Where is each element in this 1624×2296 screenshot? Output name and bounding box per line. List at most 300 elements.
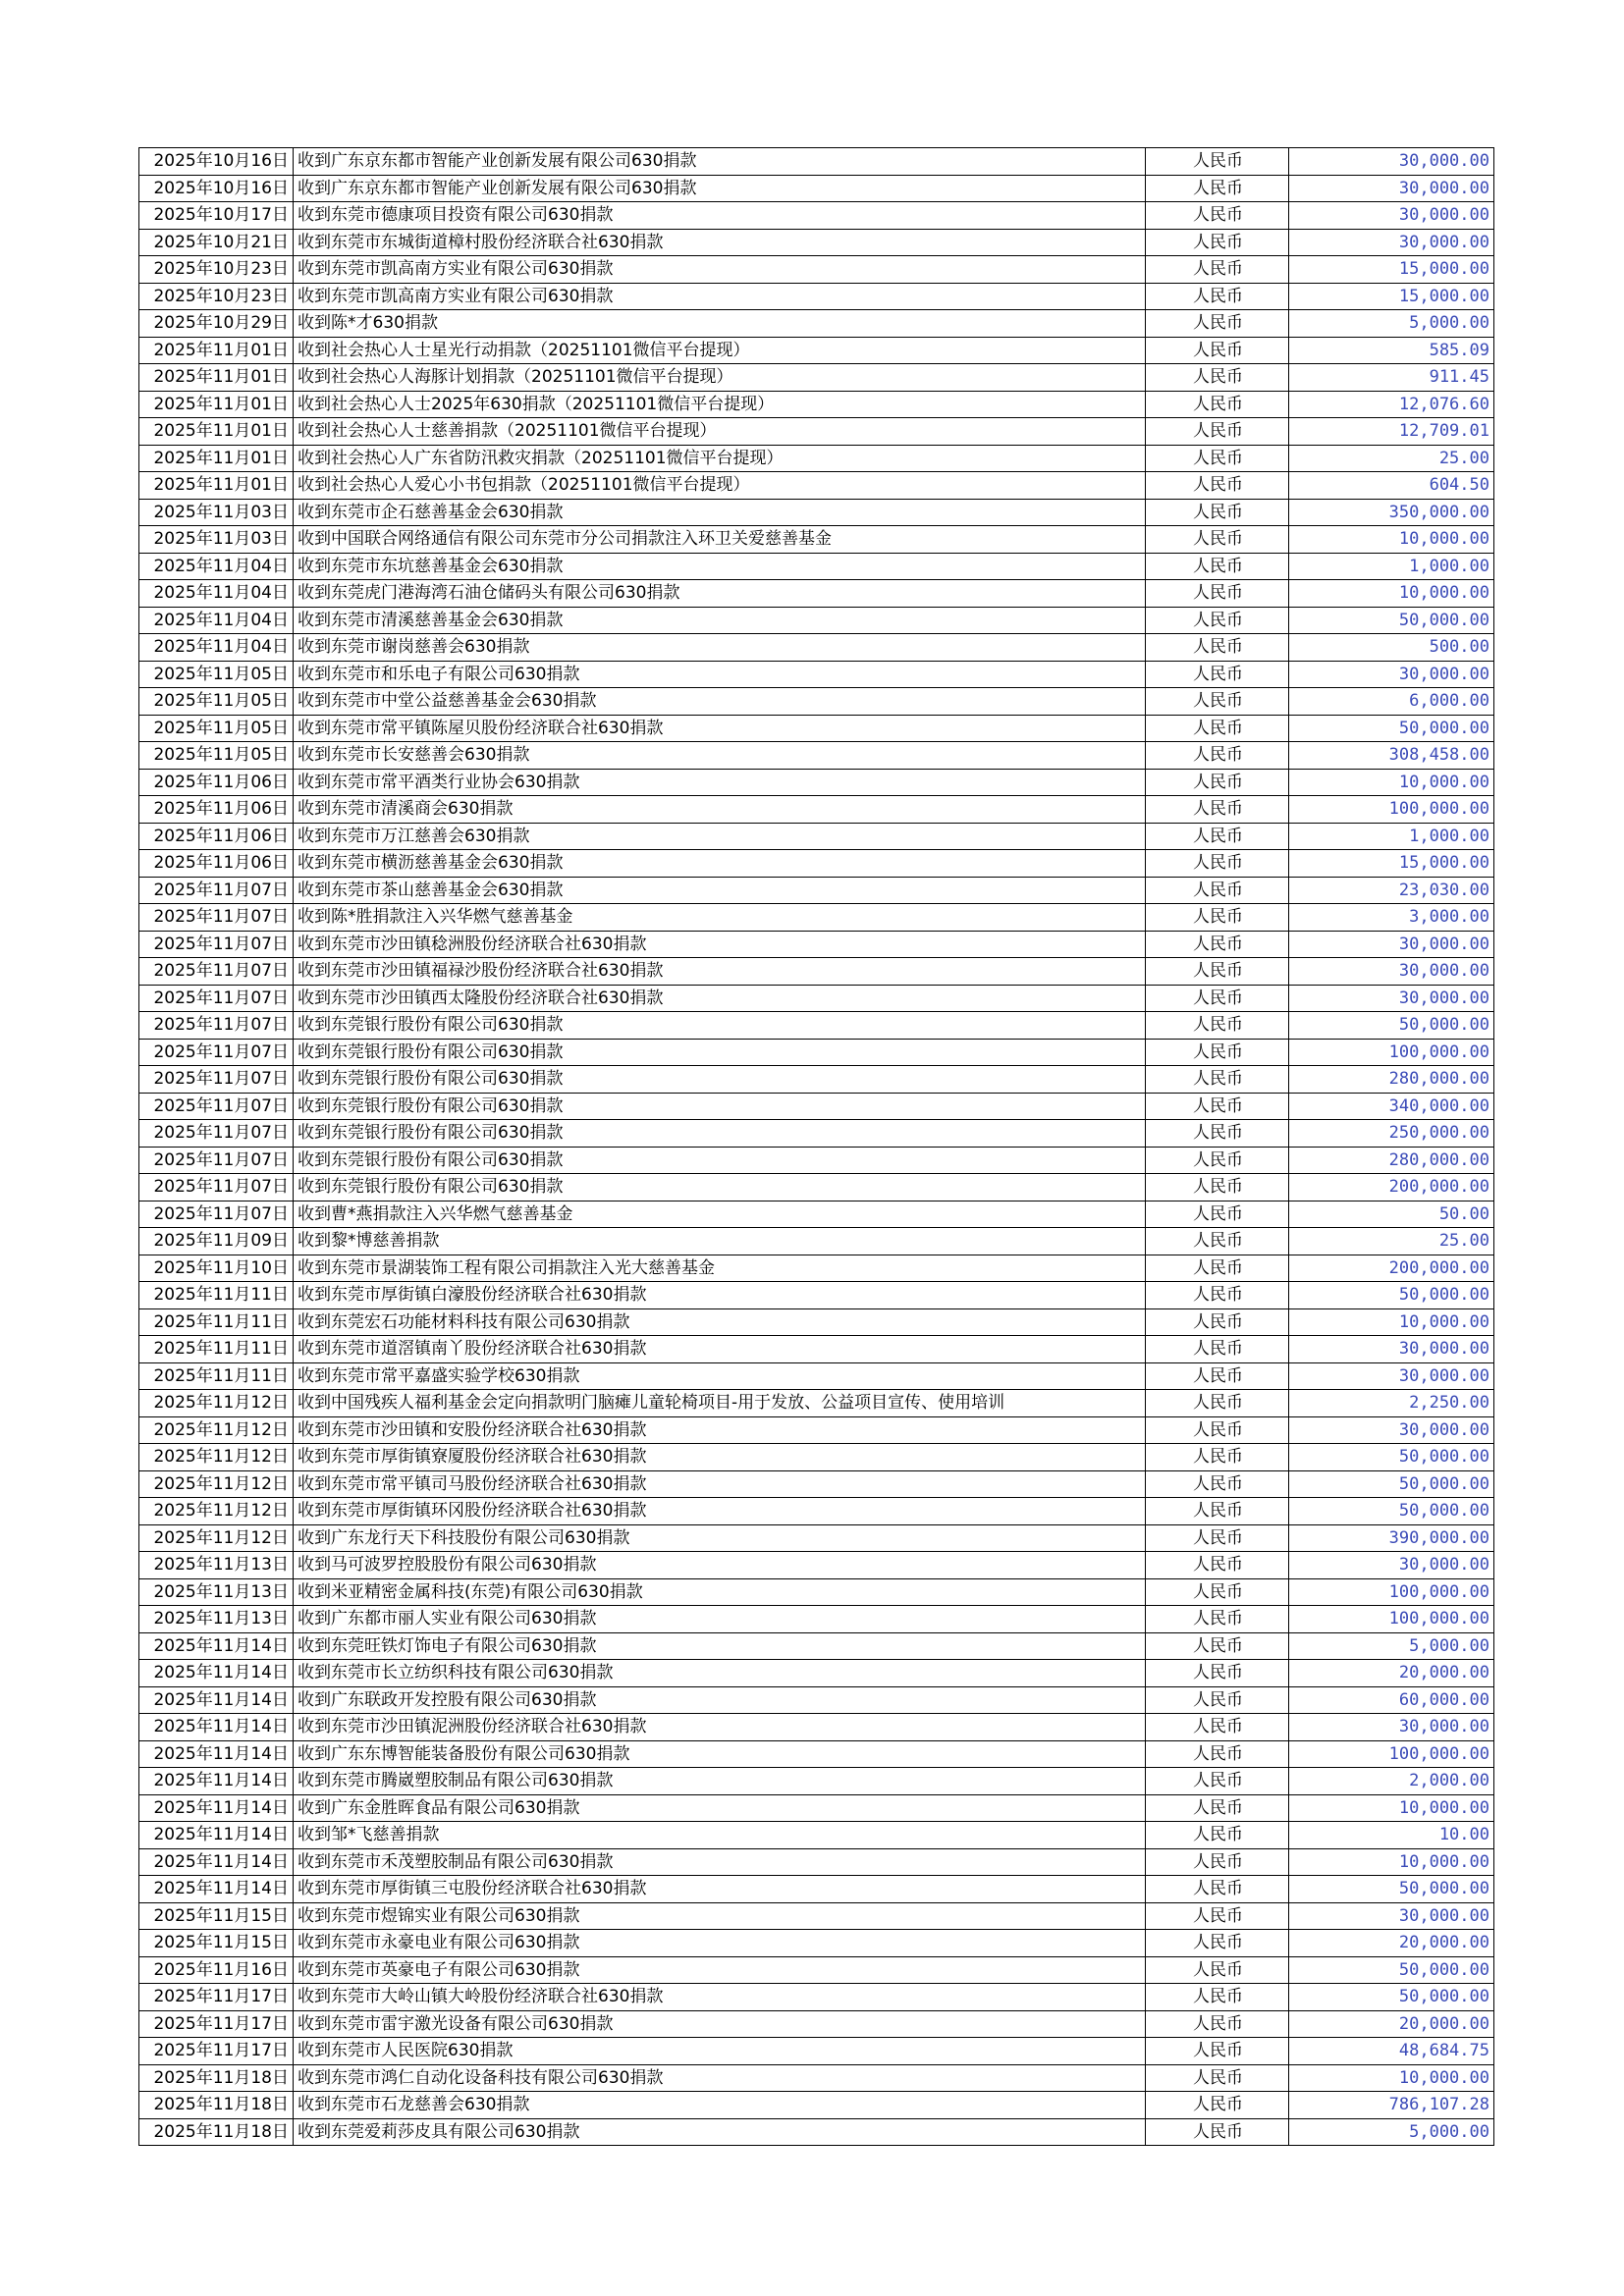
description-cell: 收到东莞市凯高南方实业有限公司630捐款 [294,283,1146,310]
date-cell: 2025年11月03日 [139,499,294,526]
description-cell: 收到东莞银行股份有限公司630捐款 [294,1120,1146,1148]
table-row [139,1470,1494,1498]
currency-cell: 人民币 [1146,445,1289,472]
date-cell: 2025年11月06日 [139,823,294,850]
table-row [139,796,1494,824]
currency-cell: 人民币 [1146,1822,1289,1849]
currency-cell: 人民币 [1146,1039,1289,1066]
amount-cell: 100,000.00 [1289,1039,1494,1066]
date-cell: 2025年11月05日 [139,661,294,688]
currency-cell: 人民币 [1146,1686,1289,1714]
amount-cell: 786,107.28 [1289,2092,1494,2119]
date-cell: 2025年11月15日 [139,1930,294,1957]
amount-cell: 500.00 [1289,634,1494,662]
currency-cell: 人民币 [1146,1876,1289,1903]
currency-cell: 人民币 [1146,796,1289,824]
description-cell: 收到广东龙行天下科技股份有限公司630捐款 [294,1524,1146,1552]
date-cell: 2025年11月07日 [139,1012,294,1040]
description-cell: 收到东莞市腾崴塑胶制品有限公司630捐款 [294,1768,1146,1795]
table-row [139,229,1494,256]
description-cell: 收到东莞市长立纺织科技有限公司630捐款 [294,1660,1146,1687]
description-cell: 收到东莞市沙田镇稔洲股份经济联合社630捐款 [294,931,1146,958]
amount-cell: 10,000.00 [1289,769,1494,796]
table-row [139,1498,1494,1525]
description-cell: 收到广东联政开发控股有限公司630捐款 [294,1686,1146,1714]
currency-cell: 人民币 [1146,634,1289,662]
description-cell: 收到东莞市鸿仁自动化设备科技有限公司630捐款 [294,2064,1146,2092]
table-row [139,472,1494,500]
description-cell: 收到东莞市沙田镇福禄沙股份经济联合社630捐款 [294,958,1146,986]
amount-cell: 10,000.00 [1289,1794,1494,1822]
table-row [139,391,1494,418]
date-cell: 2025年11月12日 [139,1524,294,1552]
date-cell: 2025年11月14日 [139,1794,294,1822]
table-row [139,1039,1494,1066]
date-cell: 2025年11月13日 [139,1578,294,1606]
amount-cell: 604.50 [1289,472,1494,500]
date-cell: 2025年11月11日 [139,1362,294,1390]
description-cell: 收到东莞市和乐电子有限公司630捐款 [294,661,1146,688]
currency-cell: 人民币 [1146,391,1289,418]
description-cell: 收到东莞市景湖装饰工程有限公司捐款注入光大慈善基金 [294,1255,1146,1282]
description-cell: 收到东莞市厚街镇环冈股份经济联合社630捐款 [294,1498,1146,1525]
currency-cell: 人民币 [1146,1660,1289,1687]
date-cell: 2025年11月11日 [139,1282,294,1309]
date-cell: 2025年11月04日 [139,580,294,608]
date-cell: 2025年11月18日 [139,2092,294,2119]
date-cell: 2025年11月12日 [139,1390,294,1417]
description-cell: 收到中国联合网络通信有限公司东莞市分公司捐款注入环卫关爱慈善基金 [294,526,1146,554]
currency-cell: 人民币 [1146,283,1289,310]
date-cell: 2025年11月14日 [139,1740,294,1768]
description-cell: 收到东莞市凯高南方实业有限公司630捐款 [294,256,1146,284]
table-row [139,1686,1494,1714]
currency-cell: 人民币 [1146,715,1289,742]
date-cell: 2025年11月09日 [139,1228,294,1255]
currency-cell: 人民币 [1146,1201,1289,1228]
table-row [139,1174,1494,1201]
date-cell: 2025年10月23日 [139,283,294,310]
table-row [139,526,1494,554]
date-cell: 2025年11月14日 [139,1660,294,1687]
currency-cell: 人民币 [1146,2092,1289,2119]
table-row [139,2064,1494,2092]
description-cell: 收到东莞市东坑慈善基金会630捐款 [294,553,1146,580]
date-cell: 2025年11月06日 [139,769,294,796]
description-cell: 收到广东京东都市智能产业创新发展有限公司630捐款 [294,175,1146,202]
date-cell: 2025年11月14日 [139,1768,294,1795]
table-row [139,1956,1494,1984]
currency-cell: 人民币 [1146,931,1289,958]
amount-cell: 280,000.00 [1289,1066,1494,1094]
date-cell: 2025年11月06日 [139,796,294,824]
date-cell: 2025年11月07日 [139,904,294,932]
currency-cell: 人民币 [1146,1416,1289,1444]
amount-cell: 30,000.00 [1289,958,1494,986]
description-cell: 收到中国残疾人福利基金会定向捐款明门脑瘫儿童轮椅项目-用于发放、公益项目宣传、使用培训 [294,1390,1146,1417]
date-cell: 2025年11月16日 [139,1956,294,1984]
date-cell: 2025年11月07日 [139,985,294,1012]
amount-cell: 20,000.00 [1289,2010,1494,2038]
table-row [139,175,1494,202]
table-row [139,958,1494,986]
date-cell: 2025年11月01日 [139,472,294,500]
description-cell: 收到东莞市万江慈善会630捐款 [294,823,1146,850]
date-cell: 2025年11月15日 [139,1902,294,1930]
description-cell: 收到黎*博慈善捐款 [294,1228,1146,1255]
date-cell: 2025年10月17日 [139,202,294,230]
amount-cell: 15,000.00 [1289,850,1494,878]
description-cell: 收到东莞市常平嘉盛实验学校630捐款 [294,1362,1146,1390]
currency-cell: 人民币 [1146,1956,1289,1984]
amount-cell: 100,000.00 [1289,1740,1494,1768]
donation-ledger-table [138,147,1494,2146]
date-cell: 2025年11月13日 [139,1606,294,1633]
amount-cell: 50,000.00 [1289,1498,1494,1525]
amount-cell: 30,000.00 [1289,1714,1494,1741]
description-cell: 收到东莞市中堂公益慈善基金会630捐款 [294,688,1146,716]
currency-cell: 人民币 [1146,1470,1289,1498]
table-row [139,1552,1494,1579]
amount-cell: 200,000.00 [1289,1174,1494,1201]
table-row [139,1390,1494,1417]
amount-cell: 30,000.00 [1289,1336,1494,1363]
currency-cell: 人民币 [1146,2038,1289,2065]
table-row [139,256,1494,284]
date-cell: 2025年11月12日 [139,1444,294,1471]
amount-cell: 10,000.00 [1289,526,1494,554]
date-cell: 2025年11月07日 [139,958,294,986]
description-cell: 收到东莞市德康项目投资有限公司630捐款 [294,202,1146,230]
date-cell: 2025年11月04日 [139,634,294,662]
currency-cell: 人民币 [1146,1012,1289,1040]
date-cell: 2025年11月07日 [139,1201,294,1228]
amount-cell: 50,000.00 [1289,1956,1494,1984]
description-cell: 收到马可波罗控股股份有限公司630捐款 [294,1552,1146,1579]
amount-cell: 20,000.00 [1289,1660,1494,1687]
currency-cell: 人民币 [1146,1336,1289,1363]
table-row [139,931,1494,958]
currency-cell: 人民币 [1146,1120,1289,1148]
table-row [139,1524,1494,1552]
description-cell: 收到东莞市清溪慈善基金会630捐款 [294,607,1146,634]
currency-cell: 人民币 [1146,769,1289,796]
date-cell: 2025年11月11日 [139,1336,294,1363]
amount-cell: 20,000.00 [1289,1930,1494,1957]
table-row [139,715,1494,742]
amount-cell: 2,250.00 [1289,1390,1494,1417]
date-cell: 2025年11月06日 [139,850,294,878]
amount-cell: 100,000.00 [1289,1606,1494,1633]
currency-cell: 人民币 [1146,175,1289,202]
currency-cell: 人民币 [1146,877,1289,904]
currency-cell: 人民币 [1146,1740,1289,1768]
currency-cell: 人民币 [1146,526,1289,554]
table-row [139,1120,1494,1148]
currency-cell: 人民币 [1146,1552,1289,1579]
amount-cell: 30,000.00 [1289,202,1494,230]
description-cell: 收到邹*飞慈善捐款 [294,1822,1146,1849]
date-cell: 2025年11月05日 [139,715,294,742]
date-cell: 2025年11月11日 [139,1308,294,1336]
currency-cell: 人民币 [1146,499,1289,526]
amount-cell: 5,000.00 [1289,1632,1494,1660]
description-cell: 收到曹*燕捐款注入兴华燃气慈善基金 [294,1201,1146,1228]
table-row [139,1930,1494,1957]
description-cell: 收到社会热心人士星光行动捐款（20251101微信平台提现） [294,337,1146,364]
description-cell: 收到东莞银行股份有限公司630捐款 [294,1066,1146,1094]
table-row [139,1147,1494,1174]
description-cell: 收到社会热心人广东省防汛救灾捐款（20251101微信平台提现） [294,445,1146,472]
table-row [139,2118,1494,2146]
amount-cell: 15,000.00 [1289,283,1494,310]
date-cell: 2025年11月01日 [139,391,294,418]
table-row [139,769,1494,796]
currency-cell: 人民币 [1146,1147,1289,1174]
description-cell: 收到东莞市雷宇激光设备有限公司630捐款 [294,2010,1146,2038]
date-cell: 2025年11月17日 [139,1984,294,2011]
table-row [139,1660,1494,1687]
amount-cell: 100,000.00 [1289,796,1494,824]
table-row [139,607,1494,634]
date-cell: 2025年11月07日 [139,1147,294,1174]
table-row [139,1578,1494,1606]
table-row [139,1066,1494,1094]
amount-cell: 23,030.00 [1289,877,1494,904]
date-cell: 2025年11月18日 [139,2064,294,2092]
date-cell: 2025年11月14日 [139,1848,294,1876]
description-cell: 收到东莞市常平酒类行业协会630捐款 [294,769,1146,796]
amount-cell: 50,000.00 [1289,1470,1494,1498]
table-row [139,2038,1494,2065]
currency-cell: 人民币 [1146,850,1289,878]
currency-cell: 人民币 [1146,2010,1289,2038]
currency-cell: 人民币 [1146,742,1289,770]
description-cell: 收到东莞市沙田镇泥洲股份经济联合社630捐款 [294,1714,1146,1741]
date-cell: 2025年11月12日 [139,1498,294,1525]
amount-cell: 30,000.00 [1289,985,1494,1012]
table-row [139,1255,1494,1282]
date-cell: 2025年11月03日 [139,526,294,554]
currency-cell: 人民币 [1146,256,1289,284]
table-row [139,904,1494,932]
currency-cell: 人民币 [1146,1930,1289,1957]
amount-cell: 10.00 [1289,1822,1494,1849]
currency-cell: 人民币 [1146,1228,1289,1255]
description-cell: 收到东莞市企石慈善基金会630捐款 [294,499,1146,526]
date-cell: 2025年11月01日 [139,445,294,472]
description-cell: 收到东莞市常平镇陈屋贝股份经济联合社630捐款 [294,715,1146,742]
description-cell: 收到东莞市常平镇司马股份经济联合社630捐款 [294,1470,1146,1498]
amount-cell: 12,709.01 [1289,418,1494,446]
amount-cell: 25.00 [1289,1228,1494,1255]
currency-cell: 人民币 [1146,202,1289,230]
table-row [139,2092,1494,2119]
description-cell: 收到东莞旺铁灯饰电子有限公司630捐款 [294,1632,1146,1660]
table-row [139,877,1494,904]
table-row [139,1794,1494,1822]
currency-cell: 人民币 [1146,1390,1289,1417]
currency-cell: 人民币 [1146,1794,1289,1822]
amount-cell: 1,000.00 [1289,823,1494,850]
amount-cell: 10,000.00 [1289,1848,1494,1876]
currency-cell: 人民币 [1146,904,1289,932]
table-row [139,2010,1494,2038]
date-cell: 2025年11月07日 [139,877,294,904]
currency-cell: 人民币 [1146,229,1289,256]
amount-cell: 250,000.00 [1289,1120,1494,1148]
currency-cell: 人民币 [1146,1714,1289,1741]
date-cell: 2025年11月14日 [139,1822,294,1849]
date-cell: 2025年11月05日 [139,742,294,770]
amount-cell: 60,000.00 [1289,1686,1494,1714]
currency-cell: 人民币 [1146,580,1289,608]
amount-cell: 390,000.00 [1289,1524,1494,1552]
amount-cell: 50,000.00 [1289,1876,1494,1903]
date-cell: 2025年11月04日 [139,607,294,634]
table-row [139,580,1494,608]
currency-cell: 人民币 [1146,1362,1289,1390]
currency-cell: 人民币 [1146,472,1289,500]
description-cell: 收到广东京东都市智能产业创新发展有限公司630捐款 [294,148,1146,176]
amount-cell: 10,000.00 [1289,2064,1494,2092]
date-cell: 2025年10月23日 [139,256,294,284]
amount-cell: 30,000.00 [1289,1902,1494,1930]
description-cell: 收到东莞市大岭山镇大岭股份经济联合社630捐款 [294,1984,1146,2011]
table-row [139,364,1494,392]
amount-cell: 30,000.00 [1289,1362,1494,1390]
currency-cell: 人民币 [1146,2118,1289,2146]
description-cell: 收到东莞银行股份有限公司630捐款 [294,1174,1146,1201]
description-cell: 收到陈*才630捐款 [294,310,1146,338]
amount-cell: 30,000.00 [1289,1416,1494,1444]
amount-cell: 6,000.00 [1289,688,1494,716]
table-row [139,1632,1494,1660]
description-cell: 收到东莞虎门港海湾石油仓储码头有限公司630捐款 [294,580,1146,608]
date-cell: 2025年10月21日 [139,229,294,256]
amount-cell: 308,458.00 [1289,742,1494,770]
currency-cell: 人民币 [1146,688,1289,716]
amount-cell: 10,000.00 [1289,580,1494,608]
currency-cell: 人民币 [1146,418,1289,446]
description-cell: 收到东莞市道滘镇南丫股份经济联合社630捐款 [294,1336,1146,1363]
description-cell: 收到东莞市人民医院630捐款 [294,2038,1146,2065]
table-row [139,1012,1494,1040]
amount-cell: 50,000.00 [1289,1012,1494,1040]
table-row [139,1336,1494,1363]
date-cell: 2025年11月07日 [139,931,294,958]
amount-cell: 5,000.00 [1289,310,1494,338]
description-cell: 收到广东都市丽人实业有限公司630捐款 [294,1606,1146,1633]
amount-cell: 5,000.00 [1289,2118,1494,2146]
date-cell: 2025年11月07日 [139,1174,294,1201]
amount-cell: 200,000.00 [1289,1255,1494,1282]
currency-cell: 人民币 [1146,553,1289,580]
amount-cell: 340,000.00 [1289,1093,1494,1120]
currency-cell: 人民币 [1146,958,1289,986]
table-row [139,1848,1494,1876]
table-row [139,202,1494,230]
currency-cell: 人民币 [1146,1282,1289,1309]
description-cell: 收到社会热心人爱心小书包捐款（20251101微信平台提现） [294,472,1146,500]
description-cell: 收到东莞银行股份有限公司630捐款 [294,1012,1146,1040]
date-cell: 2025年11月07日 [139,1093,294,1120]
table-row [139,1606,1494,1633]
amount-cell: 2,000.00 [1289,1768,1494,1795]
date-cell: 2025年11月07日 [139,1066,294,1094]
currency-cell: 人民币 [1146,364,1289,392]
date-cell: 2025年11月01日 [139,418,294,446]
date-cell: 2025年11月18日 [139,2118,294,2146]
description-cell: 收到东莞市厚街镇白濠股份经济联合社630捐款 [294,1282,1146,1309]
description-cell: 收到东莞银行股份有限公司630捐款 [294,1093,1146,1120]
description-cell: 收到东莞市永豪电业有限公司630捐款 [294,1930,1146,1957]
description-cell: 收到东莞市沙田镇和安股份经济联合社630捐款 [294,1416,1146,1444]
date-cell: 2025年11月17日 [139,2038,294,2065]
description-cell: 收到东莞宏石功能材料科技有限公司630捐款 [294,1308,1146,1336]
date-cell: 2025年11月12日 [139,1416,294,1444]
amount-cell: 30,000.00 [1289,931,1494,958]
currency-cell: 人民币 [1146,1093,1289,1120]
date-cell: 2025年11月14日 [139,1632,294,1660]
date-cell: 2025年11月12日 [139,1470,294,1498]
amount-cell: 50,000.00 [1289,1444,1494,1471]
date-cell: 2025年11月07日 [139,1120,294,1148]
table-row [139,553,1494,580]
currency-cell: 人民币 [1146,1174,1289,1201]
amount-cell: 280,000.00 [1289,1147,1494,1174]
currency-cell: 人民币 [1146,1578,1289,1606]
ledger-body [139,148,1494,2146]
date-cell: 2025年11月14日 [139,1876,294,1903]
currency-cell: 人民币 [1146,148,1289,176]
description-cell: 收到广东东博智能装备股份有限公司630捐款 [294,1740,1146,1768]
amount-cell: 30,000.00 [1289,175,1494,202]
currency-cell: 人民币 [1146,2064,1289,2092]
currency-cell: 人民币 [1146,1632,1289,1660]
table-row [139,1822,1494,1849]
amount-cell: 50,000.00 [1289,1984,1494,2011]
description-cell: 收到东莞市谢岗慈善会630捐款 [294,634,1146,662]
amount-cell: 48,684.75 [1289,2038,1494,2065]
table-row [139,1740,1494,1768]
currency-cell: 人民币 [1146,1768,1289,1795]
table-row [139,1876,1494,1903]
date-cell: 2025年11月13日 [139,1552,294,1579]
description-cell: 收到东莞市长安慈善会630捐款 [294,742,1146,770]
description-cell: 收到东莞市沙田镇西太隆股份经济联合社630捐款 [294,985,1146,1012]
description-cell: 收到东莞市煜锦实业有限公司630捐款 [294,1902,1146,1930]
description-cell: 收到社会热心人士慈善捐款（20251101微信平台提现） [294,418,1146,446]
table-row [139,1416,1494,1444]
description-cell: 收到社会热心人海豚计划捐款（20251101微信平台提现） [294,364,1146,392]
currency-cell: 人民币 [1146,1902,1289,1930]
table-row [139,850,1494,878]
description-cell: 收到东莞银行股份有限公司630捐款 [294,1039,1146,1066]
amount-cell: 3,000.00 [1289,904,1494,932]
description-cell: 收到东莞市厚街镇寮厦股份经济联合社630捐款 [294,1444,1146,1471]
table-row [139,310,1494,338]
date-cell: 2025年11月05日 [139,688,294,716]
date-cell: 2025年11月14日 [139,1686,294,1714]
table-row [139,1282,1494,1309]
table-row [139,337,1494,364]
currency-cell: 人民币 [1146,1606,1289,1633]
table-row [139,148,1494,176]
description-cell: 收到广东金胜晖食品有限公司630捐款 [294,1794,1146,1822]
table-row [139,823,1494,850]
table-row [139,1362,1494,1390]
